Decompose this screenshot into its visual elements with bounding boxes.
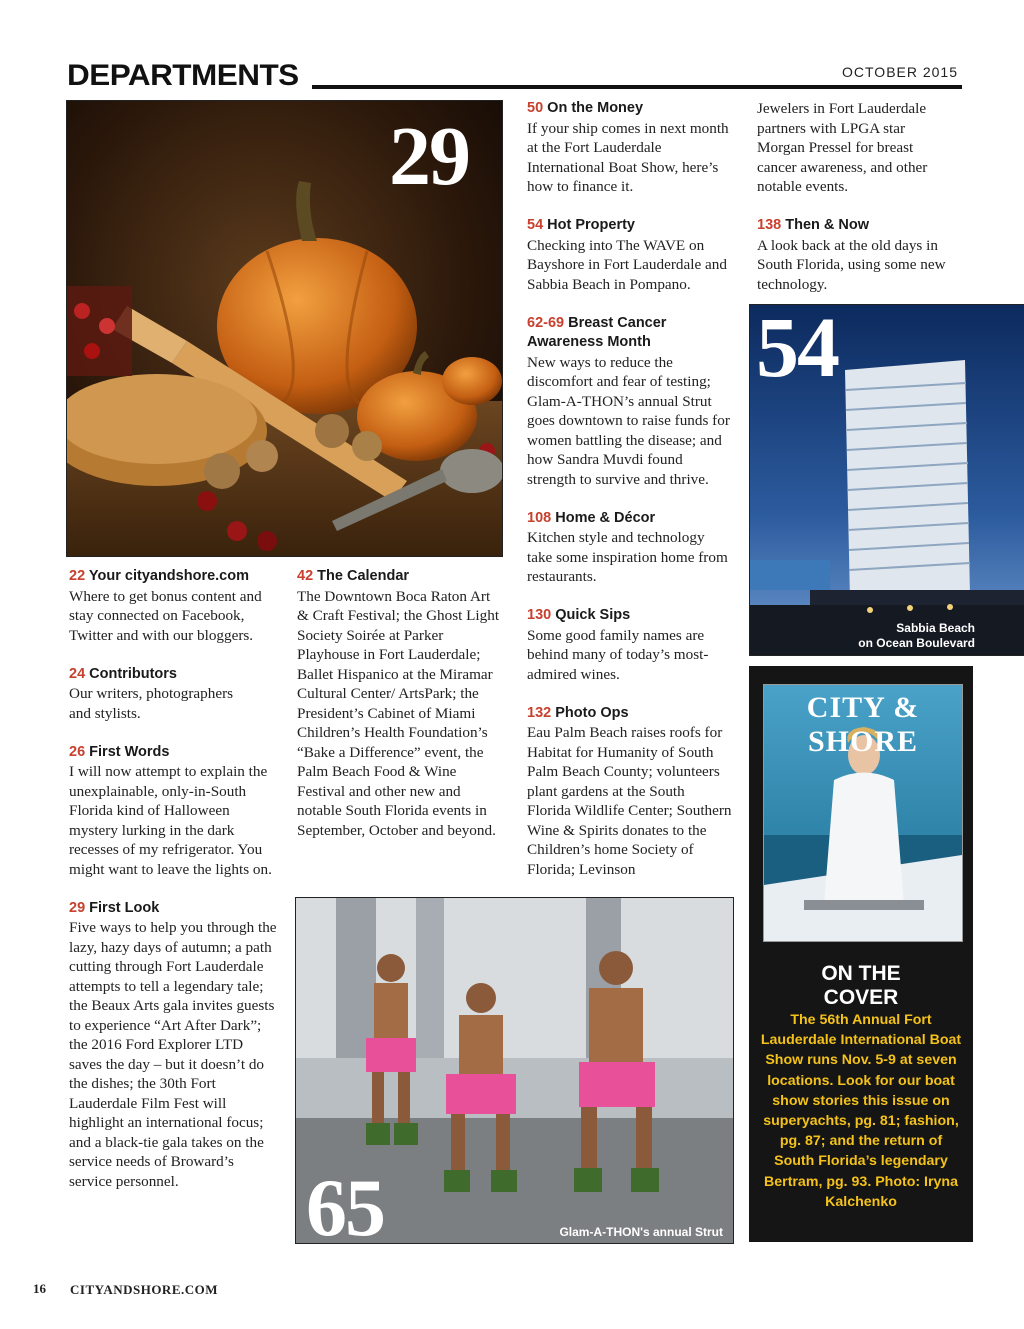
cover-masthead: CITY & SHORE	[806, 691, 920, 758]
column-1	[69, 567, 284, 1211]
page-title: DEPARTMENTS	[67, 59, 299, 92]
photo-caption-sabbia: Sabbia Beach on Ocean Boulevard	[858, 621, 975, 650]
cover-image[interactable]	[763, 684, 963, 942]
entry-42[interactable]: 42 The Calendar The Downtown Boca Raton Art & Craft Festival; the Ghost Light Society Soirée at Parker Playhouse in Fort Lauderdale; Ballet Hispanico at the Miramar Cultural Center/ ArtsPark; the President’s Cabinet of Miami Children’s Health Foundation’s “Bake a Difference” event, the Palm Beach Food & Wine Festival and other new and notable South Florida events in September, October and beyond.	[297, 568, 500, 839]
column-3	[527, 99, 732, 899]
footer-site[interactable]: CITYANDSHORE.COM	[70, 1282, 219, 1297]
entry-26[interactable]: 26 First Words I will now attempt to explain the unexplainable, only-in-South Florida kind of Halloween mystery lurking in the dark recesses of my refrigerator. You might want to leave the lights on.	[69, 743, 272, 878]
page-number: 16	[33, 1281, 46, 1296]
entry-29[interactable]: 29 First Look Five ways to help you through the lazy, hazy days of autumn; a path cutting through Fort Lauderdale attempts to tell a legendary tale; the Beaux Arts gala invites guests to experience “Art After Dark”; the 2016 Ford Explorer LTD saves the day – but it doesn’t do the dishes; the 30th Fort Lauderdale Film Fest will highlight an international focus; and a black-tie gala takes on the service needs of Broward’s service personnel.	[69, 899, 277, 1190]
entry-24[interactable]: 24 Contributors Our writers, photographers and stylists.	[69, 665, 234, 722]
on-the-cover-text: The 56th Annual Fort Lauderdale International Boat Show runs Nov. 5-9 at seven locations. Look for our boat show stories this issue on superyachts, pg. 81; fashion, pg. 87; and the return of South Florida’s legendary Bertram, pg. 93. Photo: Iryna Kalchenko	[760, 1012, 962, 1210]
page-number-65: 65	[306, 1162, 384, 1244]
page-number-29: 29	[389, 110, 469, 203]
entry-22[interactable]: 22 Your cityandshore.com Where to get bonus content and stay connected on Facebook, Twitter and with our bloggers.	[69, 568, 262, 644]
entry-132[interactable]: 132 Photo Ops Eau Palm Beach raises roofs for Habitat for Humanity of South Palm Beach County; volunteers plant gardens at the South Florida Wildlife Center; Southern Wine & Spirits donates to the Children’s home Society of Florida; Levinson	[527, 704, 732, 878]
entry-108[interactable]: 108 Home & Décor Kitchen style and technology take some inspiration home from restaurants.	[527, 509, 728, 585]
photo-glam-a-thon-strut	[295, 897, 734, 1244]
photo-sabbia-beach	[749, 304, 1024, 656]
header-rule	[312, 85, 962, 89]
column-2	[297, 567, 507, 860]
entry-50[interactable]: 50 On the Money If your ship comes in next month at the Fort Lauderdale International Boat Show, here’s how to finance it.	[527, 100, 729, 195]
on-the-cover-heading: ON THE COVER	[821, 962, 901, 1009]
entry-130[interactable]: 130 Quick Sips Some good family names are behind many of today’s most-admired wines.	[527, 607, 709, 683]
page-number-54: 54	[756, 304, 838, 395]
column-4	[757, 99, 957, 314]
entry-138[interactable]: 138 Then & Now A look back at the old days in South Florida, using some new technology.	[757, 217, 946, 293]
entry-54[interactable]: 54 Hot Property Checking into The WAVE on Bayshore in Fort Lauderdale and Sabbia Beach in Pompano.	[527, 217, 727, 293]
entry-62-69[interactable]: 62-69 Breast Cancer Awareness Month New ways to reduce the discomfort and fear of testing; Glam-A-THON’s annual Strut goes downtown to raise funds for women battling the disease; and how Sandra Muvdi found strength to survive and thrive.	[527, 314, 730, 488]
entry-132-continued: Jewelers in Fort Lauderdale partners with LPGA star Morgan Pressel for breast cancer awareness, and other notable events.	[757, 100, 928, 195]
photo-autumn-pumpkins	[66, 100, 503, 557]
photo-caption-strut: Glam-A-THON's annual Strut	[559, 1225, 723, 1239]
issue-date: OCTOBER 2015	[842, 64, 959, 80]
